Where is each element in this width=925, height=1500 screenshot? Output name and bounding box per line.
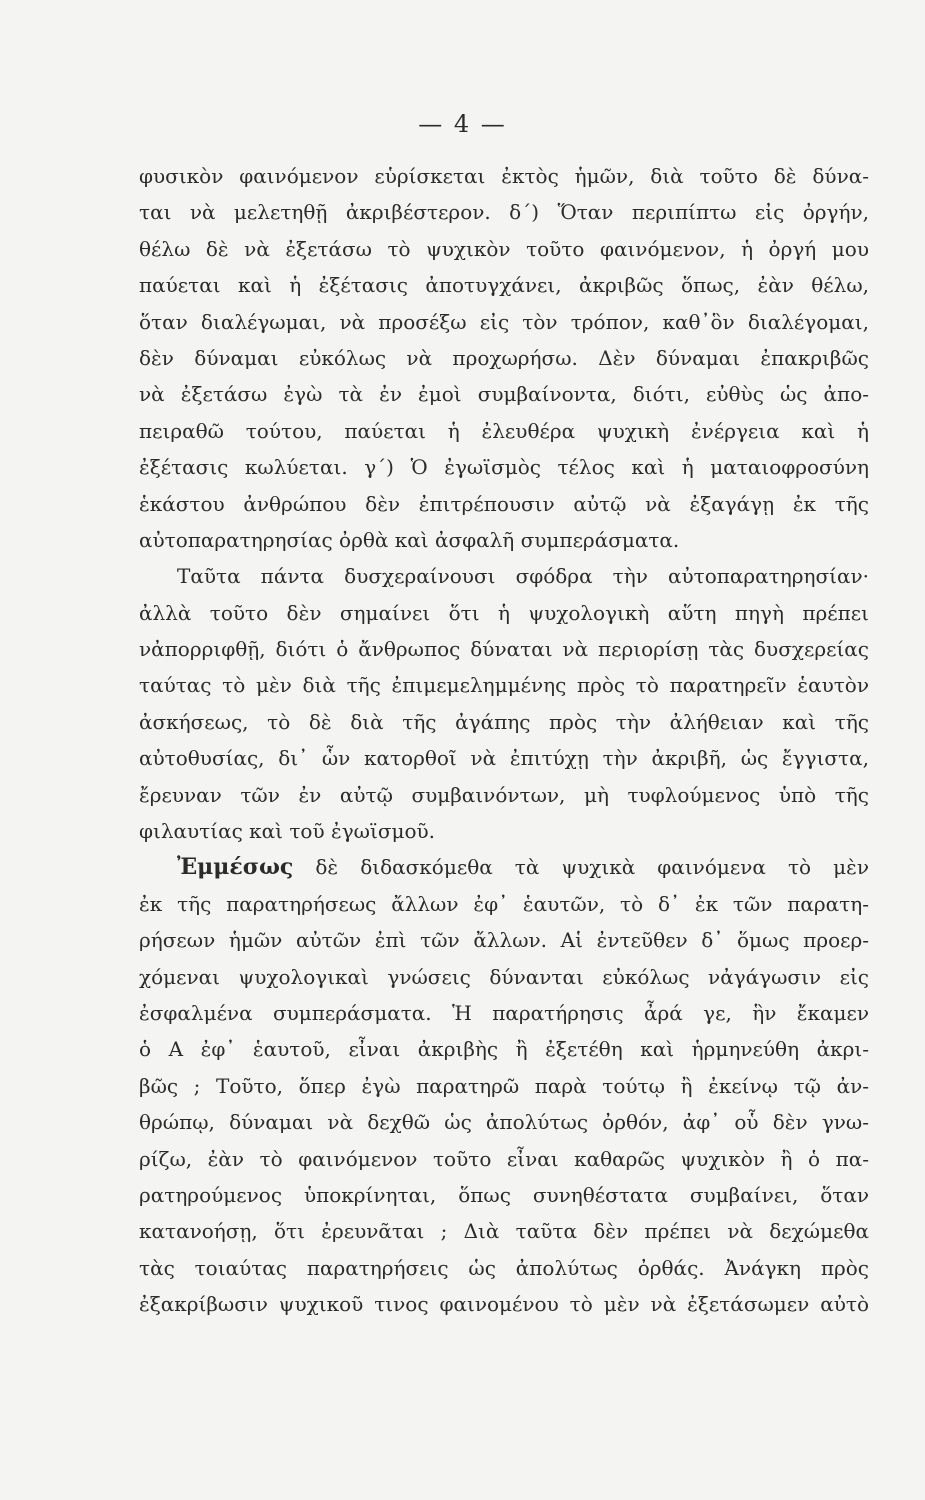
text-line: ἐκ τῆς παρατηρήσεως ἄλλων ἐφ᾽ ἑαυτῶν, τὸ δ᾽ ἐκ τῶν παρατη- bbox=[139, 891, 869, 916]
text-line: ἐξακρίβωσιν ψυχικοῦ τινος φαινομένου τὸ μὲν νὰ ἐξετάσωμεν αὐτὸ bbox=[139, 1292, 869, 1317]
text-line: ρήσεων ἡμῶν αὐτῶν ἐπὶ τῶν ἄλλων. Αἱ ἐντεῦθεν δ᾽ ὅμως προερ- bbox=[139, 928, 869, 953]
body-text bbox=[139, 158, 869, 1323]
text-line: ἐξέτασις κωλύεται. γ΄) Ὁ ἐγωϊσμὸς τέλος καὶ ἡ ματαιοφροσύνη bbox=[139, 455, 869, 480]
text-line: ται νὰ μελετηθῇ ἀκριβέστερον. δ΄) Ὅταν περιπίπτω εἰς ὀργήν, bbox=[139, 200, 869, 225]
page-number: — 4 — bbox=[418, 110, 507, 138]
text-line-rest: δὲ διδασκόμεθα τὰ ψυχικὰ φαινόμενα τὸ μὲν bbox=[315, 855, 869, 880]
text-line: δὲν δύναμαι εὐκόλως νὰ προχωρήσω. Δὲν δύναμαι ἐπακριβῶς bbox=[139, 345, 869, 370]
text-line: ταύτας τὸ μὲν διὰ τῆς ἐπιμεμελημμένης πρὸς τὸ παρατηρεῖν ἑαυτὸν bbox=[139, 673, 869, 698]
text-line: παύεται καὶ ἡ ἐξέτασις ἀποτυγχάνει, ἀκριβῶς ὅπως, ἐὰν θέλω, bbox=[139, 273, 869, 298]
text-line: κατανοήσῃ, ὅτι ἐρευνᾶται ; Διὰ ταῦτα δὲν πρέπει νὰ δεχώμεθα bbox=[139, 1219, 869, 1244]
text-line-with-lead bbox=[139, 849, 869, 885]
text-line: τὰς τοιαύτας παρατηρήσεις ὡς ἀπολύτως ὀρθάς. Ἀνάγκη πρὸς bbox=[139, 1255, 869, 1280]
text-line: θρώπῳ, δύναμαι νὰ δεχθῶ ὡς ἀπολύτως ὀρθόν, ἀφ᾽ οὗ δὲν γνω- bbox=[139, 1110, 869, 1135]
text-line: ὁ Α ἐφ᾽ ἑαυτοῦ, εἶναι ἀκριβὴς ἢ ἐξετέθη καὶ ἡρμηνεύθη ἀκρι- bbox=[139, 1037, 869, 1062]
text-line: φυσικὸν φαινόμενον εὑρίσκεται ἐκτὸς ἡμῶν, διὰ τοῦτο δὲ δύνα- bbox=[139, 164, 869, 188]
text-line: ἑκάστου ἀνθρώπου δὲν ἐπιτρέπουσιν αὐτῷ νὰ ἐξαγάγῃ ἐκ τῆς bbox=[139, 491, 869, 516]
text-line: ρατηρούμενος ὑποκρίνηται, ὅπως συνηθέστατα συμβαίνει, ὅταν bbox=[139, 1182, 869, 1207]
text-line: ἐσφαλμένα συμπεράσματα. Ἡ παρατήρησις ἆρά γε, ἣν ἔκαμεν bbox=[139, 1000, 869, 1025]
text-line: ἔρευναν τῶν ἐν αὐτῷ συμβαινόντων, μὴ τυφλούμενος ὑπὸ τῆς bbox=[139, 782, 869, 807]
text-line: αὐτοθυσίας, δι᾽ ὧν κατορθοῖ νὰ ἐπιτύχῃ τὴν ἀκριβῆ, ὡς ἔγγιστα, bbox=[139, 746, 869, 771]
text-line: πειραθῶ τούτου, παύεται ἡ ἐλευθέρα ψυχικὴ ἐνέργεια καὶ ἡ bbox=[139, 418, 869, 443]
text-line: χόμεναι ψυχολογικαὶ γνώσεις δύνανται εὐκόλως νἀγάγωσιν εἰς bbox=[139, 964, 869, 989]
text-line: νὰ ἐξετάσω ἐγὼ τὰ ἐν ἐμοὶ συμβαίνοντα, διότι, εὐθὺς ὡς ἀπο- bbox=[139, 382, 869, 407]
text-line: ὅταν διαλέγωμαι, νὰ προσέξω εἰς τὸν τρόπον, καθ᾽ὃν διαλέγομαι, bbox=[139, 309, 869, 334]
text-line: ἀλλὰ τοῦτο δὲν σημαίνει ὅτι ἡ ψυχολογικὴ αὕτη πηγὴ πρέπει bbox=[139, 600, 869, 625]
text-line: ρίζω, ἐὰν τὸ φαινόμενον τοῦτο εἶναι καθαρῶς ψυχικὸν ἢ ὁ πα- bbox=[139, 1146, 869, 1171]
text-line: ἀσκήσεως, τὸ δὲ διὰ τῆς ἀγάπης πρὸς τὴν ἀλήθειαν καὶ τῆς bbox=[139, 709, 869, 734]
text-line: νἀπορριφθῇ, διότι ὁ ἄνθρωπος δύναται νὰ περιορίσῃ τὰς δυσχερείας bbox=[139, 637, 869, 662]
text-line: βῶς ; Τοῦτο, ὅπερ ἐγὼ παρατηρῶ παρὰ τούτῳ ἢ ἐκείνῳ τῷ ἀν- bbox=[139, 1073, 869, 1098]
text-line: αὐτοπαρατηρησίας ὀρθὰ καὶ ἀσφαλῆ συμπεράσματα. bbox=[139, 527, 680, 552]
text-line: φιλαυτίας καὶ τοῦ ἐγωϊσμοῦ. bbox=[139, 819, 436, 844]
paragraph-lead-word: Ἐμμέσως bbox=[177, 854, 294, 881]
text-line: Ταῦτα πάντα δυσχεραίνουσι σφόδρα τὴν αὐτοπαρατηρησίαν· bbox=[177, 564, 869, 589]
text-line: θέλω δὲ νὰ ἐξετάσω τὸ ψυχικὸν τοῦτο φαινόμενον, ἡ ὀργή μου bbox=[139, 236, 869, 261]
